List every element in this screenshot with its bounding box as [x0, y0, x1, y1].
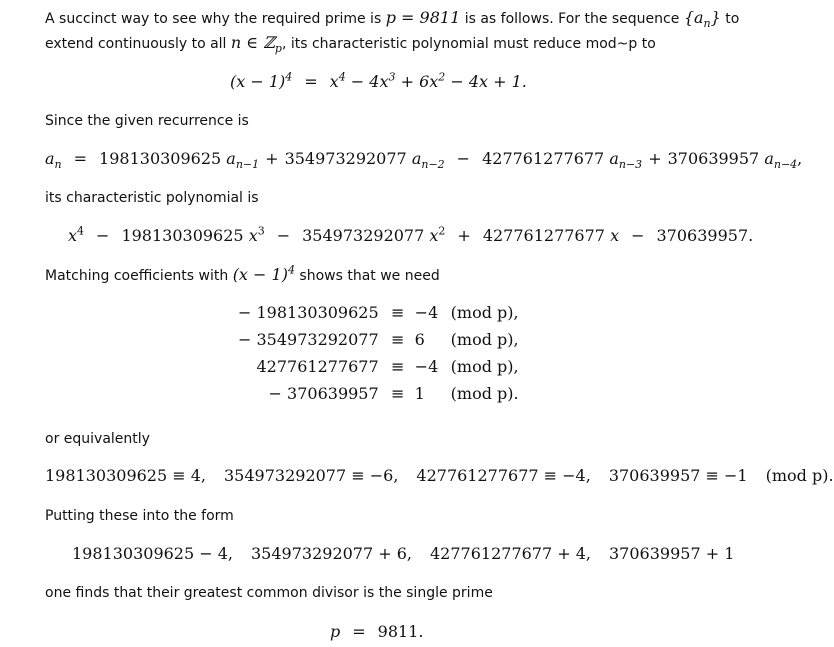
congruence-relation: ≡ [390, 384, 405, 403]
eq2-v2-sub: n−2 [421, 158, 445, 172]
eq3-op4: − [631, 226, 645, 245]
eq3-v2: x [429, 226, 439, 245]
eq2-v1-sub: n−1 [235, 158, 260, 172]
eq2-c1: 198130309625 [99, 149, 222, 168]
equation-equivalent-congruences [45, 465, 834, 487]
gcd-intro: one finds that their greatest common divisor is the single prime [45, 585, 493, 601]
n-in-zp-math [230, 33, 282, 56]
eq2-lhs: a [45, 149, 55, 168]
matching-suffix: shows that we need [294, 268, 440, 284]
congruence-lhs: − 354973292077 [238, 330, 379, 349]
eq2-c4: 370639957 [667, 149, 760, 168]
eq3-v3: x [610, 226, 620, 245]
intro-line-2 [45, 32, 656, 55]
eq5-c: 427761277677 ≡ −4, [416, 466, 591, 485]
eq1-t3-exp: 2 [438, 70, 446, 84]
eq2-v3: a [609, 149, 619, 168]
eq3-v2-exp: 2 [438, 224, 446, 238]
eq3-c1: 198130309625 [121, 226, 244, 245]
eq3-t0: x [68, 226, 78, 245]
sequence-close: } [710, 8, 721, 27]
eq3-c4: 370639957. [656, 226, 754, 245]
eq2-op1: + [265, 149, 279, 168]
congruence-mod: (mod p), [450, 330, 519, 349]
sequence-subscript: n [703, 17, 711, 31]
eq2-c2: 354973292077 [284, 149, 407, 168]
congruence-value: 1 [414, 384, 425, 403]
congruence-value: −4 [414, 303, 439, 322]
eq6-c: 427761277677 + 4, [430, 544, 591, 563]
eq6-d: 370639957 + 1 [609, 544, 735, 563]
eq2-op3: + [648, 149, 662, 168]
equation-form-values [72, 543, 734, 565]
eq3-v1: x [248, 226, 258, 245]
eq2-equals: = [73, 149, 88, 168]
p-equals-math: p = 9811 [385, 8, 461, 27]
congruence-lhs: − 370639957 [268, 384, 379, 403]
equation-prime-result [330, 621, 423, 643]
eq3-c2: 354973292077 [302, 226, 425, 245]
congruence-rhs [409, 299, 519, 326]
congruence-system [238, 299, 519, 407]
eq2-v2: a [411, 149, 422, 168]
congruence-row [238, 326, 519, 353]
eq7-rhs: 9811. [377, 622, 424, 641]
eq2-v3-sub: n−3 [618, 158, 643, 172]
intro-text-mid: is as follows. For the sequence [460, 11, 684, 27]
eq1-equals: = [304, 72, 318, 91]
eq1-t3: + 6x [395, 72, 439, 91]
eq1-t1: x [329, 72, 339, 91]
matching-prefix: Matching coefficients with [45, 268, 233, 284]
congruence-mod: (mod p), [450, 303, 519, 322]
eq5-d: 370639957 ≡ −1 [608, 466, 748, 485]
intro-line2-suffix: , its characteristic polynomial must reduce mod~p to [281, 36, 656, 52]
eq3-c3: 427761277677 [482, 226, 605, 245]
matching-intro [45, 264, 440, 287]
congruence-row [238, 299, 519, 326]
eq7-equals: = [352, 622, 366, 641]
eq3-op1: − [96, 226, 110, 245]
eq3-op3: + [457, 226, 471, 245]
equation-char-poly [68, 225, 753, 247]
matching-expr-exp: 4 [287, 263, 295, 277]
eq3-op2: − [276, 226, 291, 245]
congruence-rhs [409, 353, 519, 380]
eq2-v4-sub: n−4 [773, 158, 798, 172]
congruence-row [238, 380, 519, 407]
intro-text-prefix: A succinct way to see why the required prime is [45, 11, 386, 27]
sequence-open: {a [683, 8, 704, 27]
eq1-t2: − 4x [345, 72, 389, 91]
equivalently-intro: or equivalently [45, 431, 150, 447]
congruence-relation: ≡ [390, 303, 405, 322]
zp-subscript: p [274, 42, 282, 56]
eq1-t1-exp: 4 [338, 70, 346, 84]
congruence-rhs [409, 326, 519, 353]
form-intro: Putting these into the form [45, 508, 234, 524]
congruence-value: 6 [414, 330, 425, 349]
eq2-v1: a [226, 149, 236, 168]
eq1-lhs-exp: 4 [285, 70, 293, 84]
eq2-end: , [797, 149, 803, 168]
eq3-v1-exp: 3 [257, 224, 265, 238]
congruence-lhs: 427761277677 [256, 357, 379, 376]
eq2-c3: 427761277677 [482, 149, 605, 168]
eq5-a: 198130309625 ≡ 4, [45, 466, 206, 485]
char-poly-intro: its characteristic polynomial is [45, 190, 259, 206]
congruence-relation: ≡ [390, 357, 405, 376]
eq6-a: 198130309625 − 4, [72, 544, 233, 563]
eq1-t2-exp: 3 [388, 70, 396, 84]
eq3-t0-exp: 4 [77, 224, 85, 238]
sequence-math [683, 8, 721, 31]
equation-recurrence [45, 148, 802, 170]
n-in-z: n ∈ ℤ [230, 33, 275, 52]
congruence-mod: (mod p), [450, 357, 519, 376]
congruence-relation: ≡ [390, 330, 405, 349]
matching-expr [233, 265, 295, 284]
intro-line2-prefix: extend continuously to all [45, 36, 231, 52]
eq2-lhs-sub: n [54, 158, 62, 172]
eq1-t4: − 4x + 1. [445, 72, 527, 91]
eq2-v4: a [764, 149, 774, 168]
eq5-b: 354973292077 ≡ −6, [224, 466, 399, 485]
congruence-row [238, 353, 519, 380]
intro-text-suffix: to [720, 11, 740, 27]
congruence-value: −4 [414, 357, 439, 376]
eq1-lhs: (x − 1) [230, 72, 286, 91]
matching-expr-base: (x − 1) [232, 265, 288, 284]
equation-target-polynomial [230, 71, 527, 93]
congruence-rhs [409, 380, 519, 407]
congruence-lhs: − 198130309625 [238, 303, 379, 322]
congruence-mod: (mod p). [450, 384, 519, 403]
eq5-mod: (mod p). [765, 466, 834, 485]
eq7-lhs: p [330, 622, 341, 641]
recurrence-intro: Since the given recurrence is [45, 113, 249, 129]
eq6-b: 354973292077 + 6, [251, 544, 412, 563]
intro-line-1 [45, 7, 739, 30]
eq2-op2: − [456, 149, 471, 168]
